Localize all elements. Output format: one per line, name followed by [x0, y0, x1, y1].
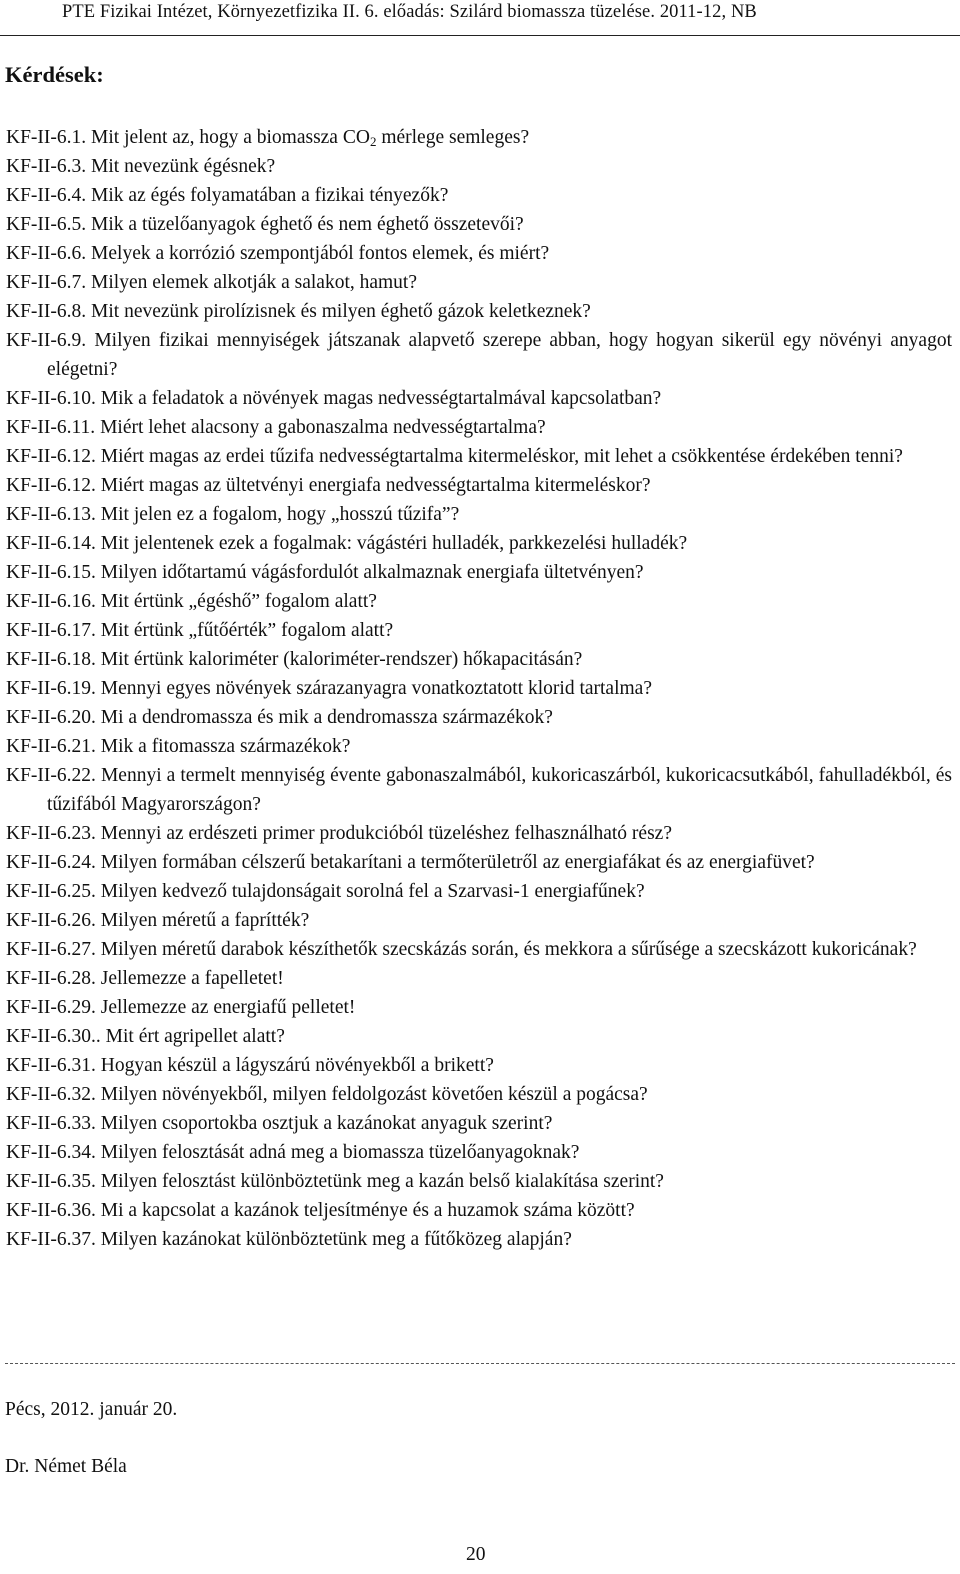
question-item [6, 877, 952, 906]
question-item [6, 674, 952, 703]
question-id: KF-II-6.36. [6, 1200, 96, 1221]
question-id: KF-II-6.37. [6, 1229, 96, 1250]
section-heading: Kérdések: [5, 62, 104, 87]
place-and-date: Pécs, 2012. január 20. [5, 1399, 178, 1420]
question-item [6, 268, 952, 297]
question-text: Melyek a korrózió szempontjából fontos elemek, és miért? [91, 243, 550, 264]
question-text: Milyen méretű a faprítték? [100, 910, 310, 931]
question-item [6, 152, 952, 181]
question-text: Milyen fizikai mennyiségek játszanak alapvető szerepe abban, hogy hogyan sikerül egy növényi anyagot elégetni? [47, 330, 952, 380]
question-id: KF-II-6.6. [6, 243, 87, 264]
question-id: KF-II-6.28. [6, 968, 96, 989]
question-text: Milyen kedvező tulajdonságait sorolná fel a Szarvasi-1 energiafűnek? [100, 881, 645, 902]
question-id: KF-II-6.21. [6, 736, 96, 757]
question-text: Mik a tüzelőanyagok éghető és nem éghető összetevői? [91, 214, 524, 235]
question-id: KF-II-6.30.. [6, 1026, 101, 1047]
question-text: Milyen időtartamú vágásfordulót alkalmaznak energiafa ültetvényen? [100, 562, 644, 583]
question-item [6, 500, 952, 529]
question-item [6, 384, 952, 413]
question-id: KF-II-6.8. [6, 301, 87, 322]
question-item [6, 1138, 952, 1167]
page-header [0, 2, 960, 36]
question-id: KF-II-6.11. [6, 417, 96, 438]
question-item [6, 326, 952, 384]
question-id: KF-II-6.14. [6, 533, 96, 554]
question-text: Jellemezze a fapelletet! [100, 968, 284, 989]
question-item [6, 181, 952, 210]
question-text: Jellemezze az energiafű pelletet! [100, 997, 356, 1018]
question-item [6, 239, 952, 268]
question-text: Mik a feladatok a növények magas nedvességtartalmával kapcsolatban? [100, 388, 662, 409]
question-id: KF-II-6.34. [6, 1142, 96, 1163]
question-text: Mit nevezünk pirolízisnek és milyen éghető gázok keletkeznek? [91, 301, 591, 322]
question-id: KF-II-6.29. [6, 997, 96, 1018]
question-id: KF-II-6.26. [6, 910, 96, 931]
question-text: Mi a kapcsolat a kazánok teljesítménye és a huzamok száma között? [100, 1200, 635, 1221]
question-id: KF-II-6.12. [6, 475, 96, 496]
question-item [6, 848, 952, 877]
question-id: KF-II-6.7. [6, 272, 87, 293]
page-number: 20 [466, 1544, 486, 1565]
question-item [6, 1051, 952, 1080]
question-id: KF-II-6.16. [6, 591, 96, 612]
question-item [6, 935, 952, 964]
question-item [6, 732, 952, 761]
question-item [6, 993, 952, 1022]
question-item [6, 587, 952, 616]
question-id: KF-II-6.15. [6, 562, 96, 583]
question-text: Milyen csoportokba osztjuk a kazánokat anyaguk szerint? [100, 1113, 553, 1134]
question-item [6, 210, 952, 239]
question-id: KF-II-6.24. [6, 852, 96, 873]
question-text: mérlege semleges? [376, 127, 530, 148]
question-text: Mik a fitomassza származékok? [100, 736, 351, 757]
question-id: KF-II-6.20. [6, 707, 96, 728]
question-text: Mit jelen ez a fogalom, hogy „hosszú tűzifa”? [100, 504, 460, 525]
question-text: Mit ért agripellet alatt? [105, 1026, 285, 1047]
question-item [6, 1109, 952, 1138]
question-item [6, 761, 952, 819]
question-text: Milyen felosztást különböztetünk meg a kazán belső kialakítása szerint? [100, 1171, 664, 1192]
question-id: KF-II-6.23. [6, 823, 96, 844]
question-id: KF-II-6.4. [6, 185, 87, 206]
question-id: KF-II-6.1. [6, 127, 87, 148]
question-id: KF-II-6.3. [6, 156, 87, 177]
question-item [6, 645, 952, 674]
question-text: Mit jelentenek ezek a fogalmak: vágástéri hulladék, parkkezelési hulladék? [100, 533, 688, 554]
question-id: KF-II-6.13. [6, 504, 96, 525]
author-name: Dr. Német Béla [5, 1456, 127, 1477]
question-item [6, 558, 952, 587]
question-item [6, 703, 952, 732]
question-id: KF-II-6.22. [6, 765, 96, 786]
question-text: Milyen méretű darabok készíthetők szecskázás során, és mekkora a sűrűsége a szecskázott kukoricának? [100, 939, 917, 960]
question-text: Mit nevezünk égésnek? [91, 156, 276, 177]
question-item [6, 1225, 952, 1254]
question-text: Mennyi egyes növények szárazanyagra vonatkoztatott klorid tartalma? [100, 678, 652, 699]
question-text: Milyen elemek alkotják a salakot, hamut? [91, 272, 418, 293]
question-id: KF-II-6.25. [6, 881, 96, 902]
question-text: Mi a dendromassza és mik a dendromassza származékok? [100, 707, 553, 728]
question-id: KF-II-6.27. [6, 939, 96, 960]
question-text: Hogyan készül a lágyszárú növényekből a brikett? [100, 1055, 494, 1076]
question-item [6, 297, 952, 326]
question-item [6, 1196, 952, 1225]
question-item [6, 616, 952, 645]
question-item [6, 1167, 952, 1196]
question-id: KF-II-6.18. [6, 649, 96, 670]
question-id: KF-II-6.32. [6, 1084, 96, 1105]
question-text: Milyen formában célszerű betakarítani a termőterületről az energiafákat és az energiafüvet? [100, 852, 815, 873]
header-text: PTE Fizikai Intézet, Környezetfizika II. 6. előadás: Szilárd biomassza tüzelése. 2011-12, NB [62, 2, 757, 22]
question-text: Mit értünk „fűtőérték” fogalom alatt? [100, 620, 394, 641]
subscript: 2 [369, 134, 377, 149]
question-id: KF-II-6.35. [6, 1171, 96, 1192]
question-id: KF-II-6.12. [6, 446, 96, 467]
question-text: Mit értünk „égéshő” fogalom alatt? [100, 591, 377, 612]
question-text: Mik az égés folyamatában a fizikai tényezők? [91, 185, 449, 206]
question-text: Mennyi a termelt mennyiség évente gabonaszalmából, kukoricaszárból, kukoricacsutkából, fahulladékból, és tűzifából Magyarországon? [47, 765, 953, 815]
question-text: Milyen felosztását adná meg a biomassza tüzelőanyagoknak? [100, 1142, 580, 1163]
question-item [6, 964, 952, 993]
question-id: KF-II-6.10. [6, 388, 96, 409]
question-text: Miért lehet alacsony a gabonaszalma nedvességtartalma? [100, 417, 546, 438]
question-id: KF-II-6.19. [6, 678, 96, 699]
question-id: KF-II-6.33. [6, 1113, 96, 1134]
question-item [6, 819, 952, 848]
question-item [6, 442, 952, 471]
question-text: Milyen kazánokat különböztetünk meg a fűtőközeg alapján? [100, 1229, 572, 1250]
question-item [6, 471, 952, 500]
question-item [6, 906, 952, 935]
question-text: Mit jelent az, hogy a biomassza CO [91, 127, 370, 148]
question-item [6, 529, 952, 558]
question-id: KF-II-6.5. [6, 214, 87, 235]
question-text: Mit értünk kaloriméter (kaloriméter-rendszer) hőkapacitásán? [100, 649, 583, 670]
question-item [6, 123, 952, 152]
question-list [6, 123, 952, 1254]
question-item [6, 413, 952, 442]
question-item [6, 1080, 952, 1109]
question-text: Milyen növényekből, milyen feldolgozást követően készül a pogácsa? [100, 1084, 648, 1105]
question-id: KF-II-6.17. [6, 620, 96, 641]
question-text: Mennyi az erdészeti primer produkcióból tüzeléshez felhasználható rész? [100, 823, 672, 844]
question-id: KF-II-6.31. [6, 1055, 96, 1076]
question-text: Miért magas az erdei tűzifa nedvességtartalma kitermeléskor, mit lehet a csökkentése érdekében tenni? [100, 446, 903, 467]
question-item [6, 1022, 952, 1051]
question-text: Miért magas az ültetvényi energiafa nedvességtartalma kitermeléskor? [100, 475, 651, 496]
dashed-divider [5, 1363, 955, 1364]
question-id: KF-II-6.9. [6, 330, 87, 351]
